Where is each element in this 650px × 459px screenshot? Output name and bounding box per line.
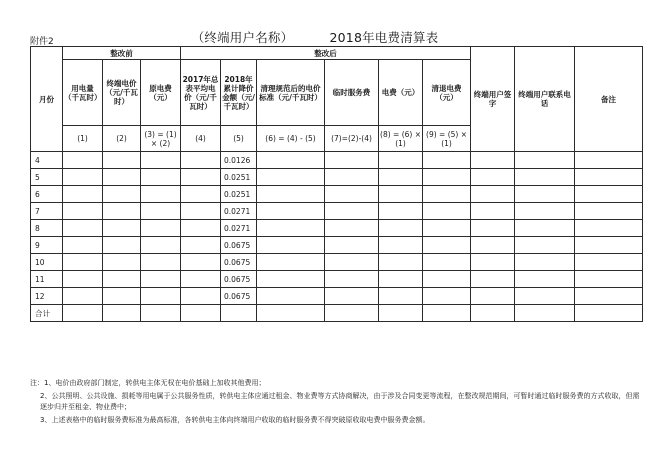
formula-3: (3) = (1) × (2) <box>141 126 181 152</box>
cell <box>257 237 325 254</box>
cell <box>575 169 643 186</box>
month-cell: 7 <box>31 203 63 220</box>
cell <box>257 203 325 220</box>
month-cell: 4 <box>31 152 63 169</box>
reduction-cell: 0.0675 <box>221 271 257 288</box>
cell <box>423 254 471 271</box>
cell <box>257 288 325 305</box>
cell <box>575 203 643 220</box>
cell <box>515 288 575 305</box>
cell <box>103 169 141 186</box>
cell <box>471 220 515 237</box>
note-1: 注：1、电价由政府部门制定，转供电主体无权在电价基础上加收其他费用； <box>30 379 266 387</box>
formula-5: (5) <box>221 126 257 152</box>
cell <box>181 271 221 288</box>
total-row <box>31 305 643 322</box>
reduction-cell: 0.0126 <box>221 152 257 169</box>
cell <box>103 271 141 288</box>
group-before: 整改前 <box>63 47 181 60</box>
cell <box>63 305 103 322</box>
cell <box>63 237 103 254</box>
cell <box>141 288 181 305</box>
table-row <box>31 203 643 220</box>
cell <box>141 271 181 288</box>
formula-8: (8) = (6) × (1) <box>379 126 423 152</box>
header-original-fee: 原电费（元） <box>141 60 181 126</box>
cell <box>515 305 575 322</box>
formula-7: (7)=(2)-(4) <box>325 126 379 152</box>
cell <box>325 203 379 220</box>
cell <box>423 169 471 186</box>
table-row <box>31 254 643 271</box>
month-cell: 8 <box>31 220 63 237</box>
month-cell: 6 <box>31 186 63 203</box>
header-refund-fee: 清退电费（元） <box>423 60 471 126</box>
cell <box>325 169 379 186</box>
cell <box>103 152 141 169</box>
cell <box>257 271 325 288</box>
cell <box>423 203 471 220</box>
table-row <box>31 237 643 254</box>
cell <box>63 288 103 305</box>
total-label: 合计 <box>31 305 63 322</box>
formula-9: (9) = (5) × (1) <box>423 126 471 152</box>
group-header-row <box>31 47 643 60</box>
cell <box>141 220 181 237</box>
cell <box>471 203 515 220</box>
cell <box>423 152 471 169</box>
cell <box>515 186 575 203</box>
cell <box>103 288 141 305</box>
table-row <box>31 220 643 237</box>
table-row <box>31 271 643 288</box>
cell <box>141 169 181 186</box>
header-electric-fee: 电费（元） <box>379 60 423 126</box>
cell <box>515 169 575 186</box>
cell <box>471 305 515 322</box>
cell <box>575 152 643 169</box>
cell <box>141 254 181 271</box>
cell <box>141 152 181 169</box>
cell <box>181 220 221 237</box>
formula-1: (1) <box>63 126 103 152</box>
cell <box>471 237 515 254</box>
cell <box>325 220 379 237</box>
cell <box>325 254 379 271</box>
header-standard-price: 清理规范后的电价标准（元/千瓦时） <box>257 60 325 126</box>
cell <box>325 271 379 288</box>
cell <box>471 169 515 186</box>
header-remarks: 备注 <box>575 47 643 152</box>
cell <box>63 152 103 169</box>
cell <box>471 152 515 169</box>
formula-2: (2) <box>103 126 141 152</box>
cell <box>257 169 325 186</box>
cell <box>103 186 141 203</box>
header-user-signature: 终端用户签字 <box>471 47 515 152</box>
cell <box>181 237 221 254</box>
cell <box>141 237 181 254</box>
cell <box>181 203 221 220</box>
month-cell: 5 <box>31 169 63 186</box>
cell <box>575 237 643 254</box>
cell <box>423 237 471 254</box>
month-cell: 11 <box>31 271 63 288</box>
cell <box>575 271 643 288</box>
cell <box>63 203 103 220</box>
reduction-cell: 0.0271 <box>221 220 257 237</box>
cell <box>515 271 575 288</box>
cell <box>325 186 379 203</box>
cell <box>325 237 379 254</box>
cell <box>423 271 471 288</box>
cell <box>575 220 643 237</box>
cell <box>221 305 257 322</box>
cell <box>257 305 325 322</box>
cell <box>515 152 575 169</box>
cell <box>423 186 471 203</box>
cell <box>325 305 379 322</box>
cell <box>63 254 103 271</box>
group-after: 整改后 <box>181 47 471 60</box>
cell <box>325 152 379 169</box>
cell <box>63 220 103 237</box>
formula-6: (6) = (4) - (5) <box>257 126 325 152</box>
cell <box>515 237 575 254</box>
cell <box>515 254 575 271</box>
cell <box>181 169 221 186</box>
cell <box>257 152 325 169</box>
cell <box>575 305 643 322</box>
table-row <box>31 169 643 186</box>
cell <box>141 186 181 203</box>
cell <box>423 305 471 322</box>
formula-4: (4) <box>181 126 221 152</box>
cell <box>181 186 221 203</box>
cell <box>103 305 141 322</box>
cell <box>379 305 423 322</box>
cell <box>379 237 423 254</box>
table-row <box>31 152 643 169</box>
cell <box>257 186 325 203</box>
cell <box>379 271 423 288</box>
cell <box>471 254 515 271</box>
cell <box>471 186 515 203</box>
cell <box>423 220 471 237</box>
note-3: 3、上述表格中的临时服务费标准为最高标准，各转供电主体向终端用户收取的临时服务费不得突破原收取电费中服务费金额。 <box>40 415 430 424</box>
cell <box>515 220 575 237</box>
month-cell: 12 <box>31 288 63 305</box>
header-service-fee: 临时服务费 <box>325 60 379 126</box>
cell <box>379 220 423 237</box>
attachment-label: 附件2 <box>30 37 54 47</box>
cell <box>103 203 141 220</box>
note-2: 2、公共照明、公共设施、损耗等用电属于公共服务性质，转供电主体应通过租金、物业费等方式协商解决，由于涉及合同变更等流程，在整改规范期间，可暂时通过临时服务费的方式收取，但需逐步归并至租金、物业费中； <box>40 391 640 411</box>
header-terminal-price: 终端电价（元/千瓦时） <box>103 60 141 126</box>
header-2017-avg-price: 2017年总表平均电价（元/千瓦时） <box>181 60 221 126</box>
cell <box>63 186 103 203</box>
title-user-name: （终端用户名称） <box>191 30 294 45</box>
cell <box>141 305 181 322</box>
cell <box>257 220 325 237</box>
reduction-cell: 0.0271 <box>221 203 257 220</box>
reduction-cell: 0.0675 <box>221 288 257 305</box>
cell <box>63 271 103 288</box>
header-consumption: 用电量（千瓦时） <box>63 60 103 126</box>
cell <box>379 186 423 203</box>
cell <box>379 152 423 169</box>
cell <box>379 169 423 186</box>
cell <box>181 288 221 305</box>
cell <box>515 203 575 220</box>
cell <box>575 186 643 203</box>
header-user-phone: 终端用户联系电话 <box>515 47 575 152</box>
cell <box>379 254 423 271</box>
header-2018-reduction: 2018年累计降价金额（元/千瓦时） <box>221 60 257 126</box>
page-title <box>0 28 650 46</box>
reduction-cell: 0.0251 <box>221 169 257 186</box>
notes-section <box>30 378 642 427</box>
reduction-cell: 0.0251 <box>221 186 257 203</box>
cell <box>181 254 221 271</box>
settlement-table <box>30 46 643 322</box>
cell <box>63 169 103 186</box>
cell <box>423 288 471 305</box>
cell <box>181 152 221 169</box>
cell <box>257 254 325 271</box>
cell <box>575 288 643 305</box>
cell <box>471 288 515 305</box>
cell <box>325 288 379 305</box>
cell <box>471 271 515 288</box>
title-year-table: 2018年电费清算表 <box>329 30 439 45</box>
cell <box>141 203 181 220</box>
cell <box>379 288 423 305</box>
header-month: 月份 <box>31 47 63 152</box>
month-cell: 9 <box>31 237 63 254</box>
table-row <box>31 186 643 203</box>
cell <box>103 237 141 254</box>
cell <box>103 220 141 237</box>
month-cell: 10 <box>31 254 63 271</box>
cell <box>103 254 141 271</box>
reduction-cell: 0.0675 <box>221 254 257 271</box>
cell <box>575 254 643 271</box>
reduction-cell: 0.0675 <box>221 237 257 254</box>
cell <box>181 305 221 322</box>
cell <box>379 203 423 220</box>
table-row <box>31 288 643 305</box>
